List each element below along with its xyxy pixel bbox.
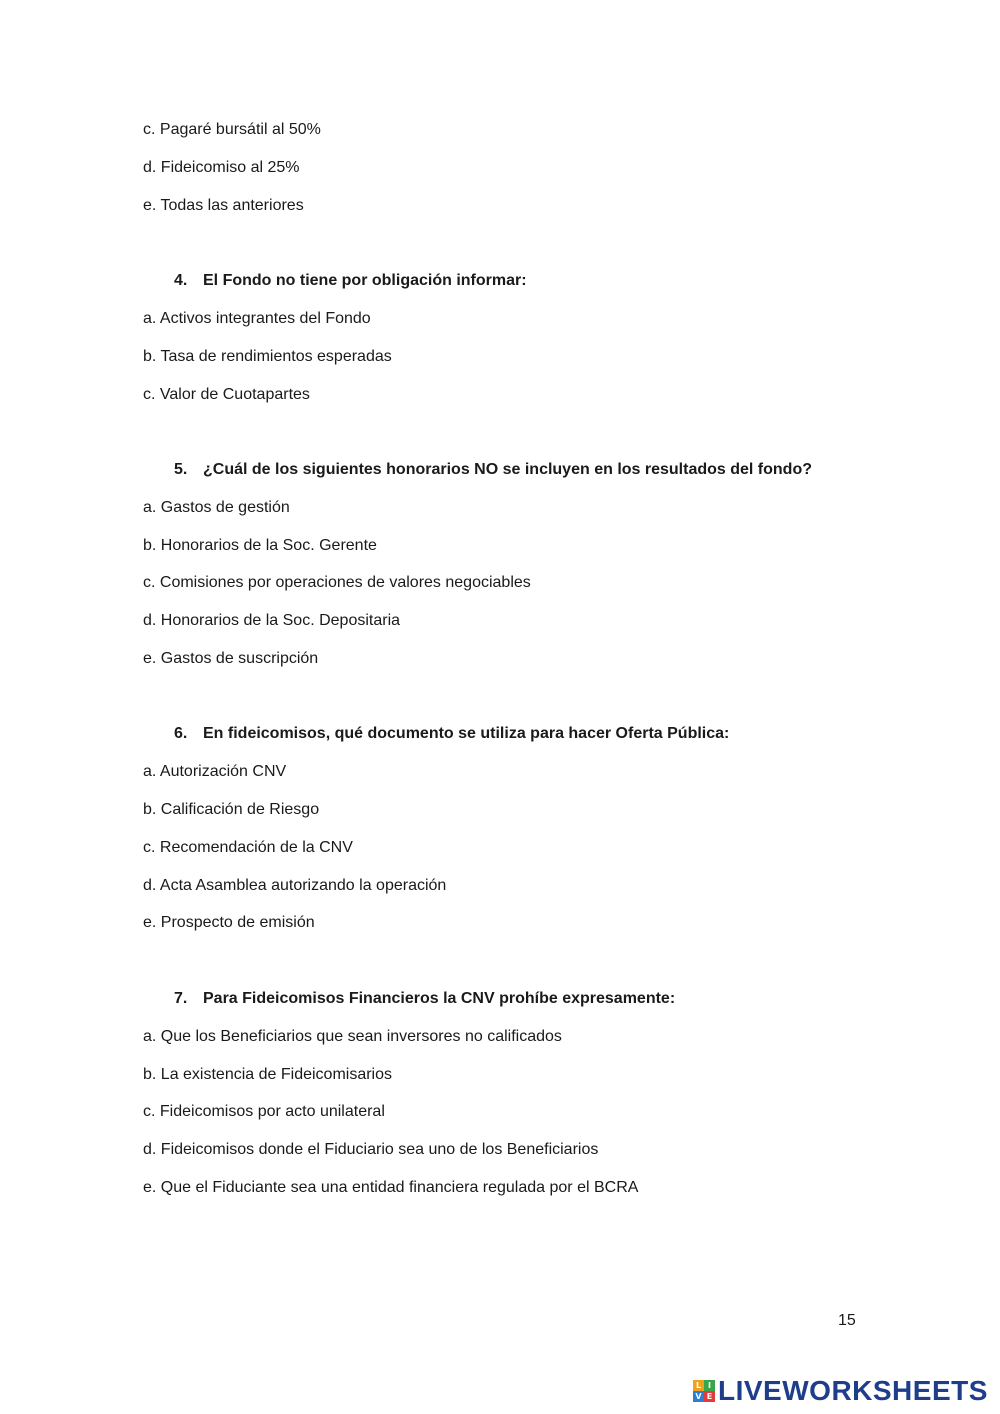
q6-option-d: d. Acta Asamblea autorizando la operación — [143, 877, 447, 894]
question-4-text: El Fondo no tiene por obligación informar: — [203, 272, 527, 289]
q6-option-e: e. Prospecto de emisión — [143, 914, 315, 931]
q4-option-c: c. Valor de Cuotapartes — [143, 386, 310, 403]
question-7-text: Para Fideicomisos Financieros la CNV prohíbe expresamente: — [203, 990, 676, 1007]
q7-option-e: e. Que el Fiduciante sea una entidad financiera regulada por el BCRA — [143, 1179, 639, 1196]
logo-cell-v: V — [693, 1391, 704, 1402]
q7-option-b: b. La existencia de Fideicomisarios — [143, 1066, 393, 1083]
q3-option-e: e. Todas las anteriores — [143, 197, 304, 214]
page-number: 15 — [838, 1312, 856, 1329]
question-7-number: 7. — [174, 990, 188, 1007]
question-6 — [174, 724, 729, 744]
question-6-text: En fideicomisos, qué documento se utiliza para hacer Oferta Pública: — [203, 725, 730, 742]
logo-cell-l: L — [693, 1380, 704, 1391]
question-7 — [174, 989, 675, 1009]
q5-option-a: a. Gastos de gestión — [143, 499, 290, 516]
q3-option-d: d. Fideicomiso al 25% — [143, 159, 300, 176]
q3-option-c: c. Pagaré bursátil al 50% — [143, 121, 321, 138]
brand-wordmark: LIVEWORKSHEETS — [718, 1375, 988, 1406]
q5-option-c: c. Comisiones por operaciones de valores negociables — [143, 574, 531, 591]
q5-option-e: e. Gastos de suscripción — [143, 650, 319, 667]
q4-option-b: b. Tasa de rendimientos esperadas — [143, 348, 392, 365]
logo-cell-i: I — [704, 1380, 715, 1391]
q7-option-a: a. Que los Beneficiarios que sean inversores no calificados — [143, 1028, 562, 1045]
q5-option-d: d. Honorarios de la Soc. Depositaria — [143, 612, 401, 629]
q4-option-a: a. Activos integrantes del Fondo — [143, 310, 371, 327]
q6-option-c: c. Recomendación de la CNV — [143, 839, 353, 856]
logo-cell-e: E — [704, 1391, 715, 1402]
question-6-number: 6. — [174, 725, 188, 742]
liveworksheets-logo-icon — [693, 1380, 715, 1402]
question-5-number: 5. — [174, 461, 188, 478]
q7-option-d: d. Fideicomisos donde el Fiduciario sea uno de los Beneficiarios — [143, 1141, 599, 1158]
q5-option-b: b. Honorarios de la Soc. Gerente — [143, 537, 377, 554]
question-5 — [174, 460, 812, 480]
q6-option-a: a. Autorización CNV — [143, 763, 287, 780]
question-5-text: ¿Cuál de los siguientes honorarios NO se incluyen en los resultados del fondo? — [203, 461, 812, 478]
liveworksheets-brand[interactable] — [693, 1375, 988, 1407]
q7-option-c: c. Fideicomisos por acto unilateral — [143, 1103, 385, 1120]
q6-option-b: b. Calificación de Riesgo — [143, 801, 320, 818]
question-4 — [174, 271, 527, 291]
question-4-number: 4. — [174, 272, 188, 289]
